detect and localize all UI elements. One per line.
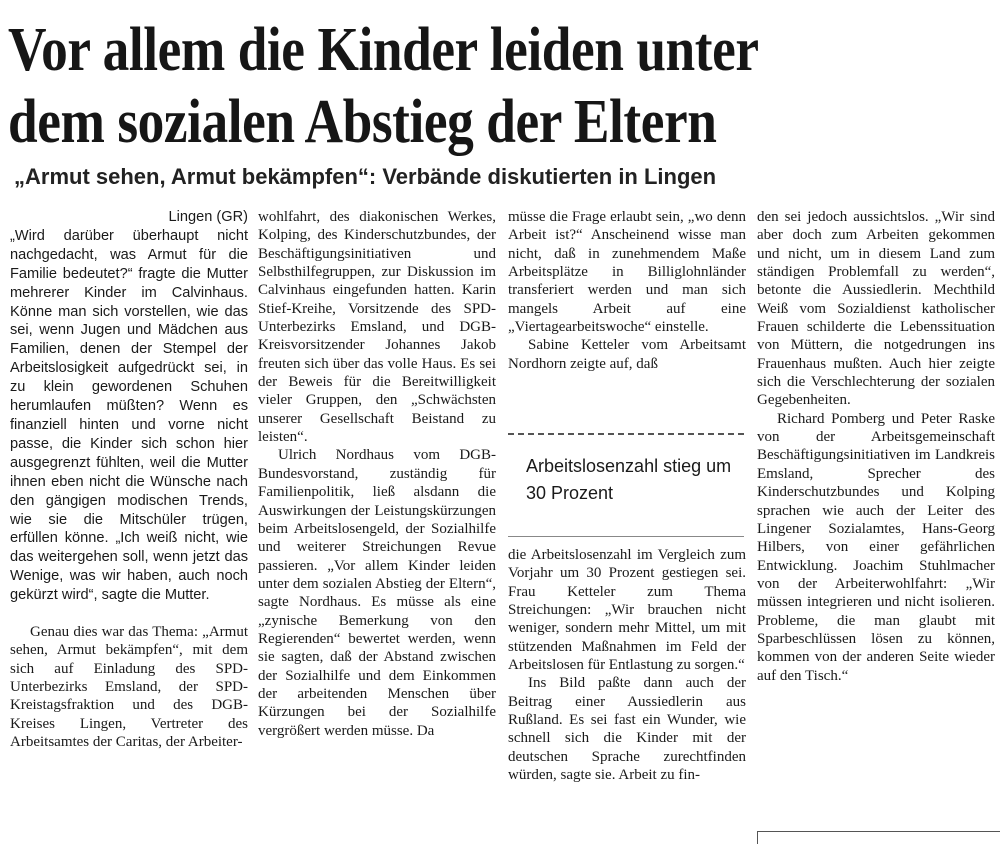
article-subheadline: „Armut sehen, Armut bekämpfen“: Verbände diskutierten in Lingen: [14, 164, 717, 189]
column-4-paragraph-2: Richard Pomberg und Peter Raske von der Arbeitsgemeinschaft Beschäftigungsinitiativen im Landkreis Emsland, Sprecher des Kinderschutzbundes und Kolping sprachen wie auch der Leiter des Lingener Sozialamtes, Hans-Georg Hilbers, von einer gefährlichen Entwicklung. Joachim Stuhlmacher von der Arbeiterwohlfahrt: „Wir müssen integrieren und nicht isolieren. Probleme, die man glaubt mit Sparbeschlüssen lösen zu können, kommen von der anderen Seite wieder auf den Tisch.“: [757, 410, 995, 684]
column-3-paragraph-3: die Arbeitslosenzahl im Vergleich zum Vorjahr um 30 Prozent gestiegen sei. Frau Ketteler zum Thema Streichungen: „Wir brauchen nicht weniger, sondern mehr Mittel, um mit stützenden Maßnahmen im Feld der Arbeitslosen für Entlastung zu sorgen.“: [508, 547, 746, 674]
article-column-3: [508, 208, 746, 373]
infobox-title: Arbeitslosenzahl stieg um 30 Prozent: [526, 456, 732, 503]
column-4-paragraph-1: den sei jedoch aussichtslos. „Wir sind aber doch zum Arbeiten gekommen und nicht, um in diesem Land zum ständigen Problemfall zu werden“, betonte die Aussiedlerin. Mechthild Weiß vom Sozialdienst katholischer Frauen schilderte die Lebenssituation von Müttern, die notgedrungen ins Frauenhaus mußten. Auch hier zeigte sich die Verschlechterung der sozialen Gegebenheiten.: [757, 209, 995, 409]
headline-line-1: Vor allem die Kinder leiden unter: [8, 16, 759, 84]
article-column-4: [757, 208, 995, 685]
infobox-divider: [508, 536, 744, 537]
column-3-paragraph-4: Ins Bild paßte dann auch der Beitrag einer Aussiedlerin aus Rußland. Es sei fast ein Wunder, wie schnell sich die Kinder mit der deutschen Sprache zurechtfinden würden, sagte sie. Arbeit zu fin-: [508, 675, 746, 784]
column-2-paragraph-2: Ulrich Nordhaus vom DGB-Bundesvorstand, zuständig für Familienpolitik, ließ alsdann die Auswirkungen der Leistungskürzungen beim Arbeitslosengeld, der Sozialhilfe und weiterer Streichungen Revue passieren. „Vor allem Kinder leiden unter dem sozialen Abstieg der Eltern“, sagte Nordhaus. Es müsse als eine „zynische Bemerkung von den Regierenden“ bewertet werden, wenn sie sagten, daß der Abstand zwischen der Sozialhilfe und dem Einkommen der arbeitenden Menschen über Kürzungen bei der Sozialhilfe vergrößert werden müsse. Da: [258, 447, 496, 739]
article-column-3-continued: [508, 546, 746, 784]
column-1-paragraph-1: „Wird darüber überhaupt nicht nachgedacht, was Armut für die Familie bedeutet?“ fragte die Mutter mehrerer Kinder im Calvinhaus. Könne man sich vorstellen, wie das sei, wenn Jugen und Mädchen aus Familien, denen der Stempel der Arbeitslosigkeit aufgedrückt sei, in zu klein gewordenen Schuhen herumlaufen müßten? Wenn es finanziell hinten und vorne nicht passe, die Kinder sich schon hier ausgegrenzt fühlten, weil die Mutter ihnen eben nicht die Wünsche nach den gängigen modischen Trends, wie sie die Mitschüler trügen, erfüllen könne. „Ich weiß nicht, wie das weitergehen soll, wenn jetzt das Wenige, was wir haben, auch noch gekürzt wird“, sagte die Mutter.: [10, 227, 248, 604]
article-headline: [8, 14, 855, 158]
next-article-border: [757, 831, 1000, 832]
article-column-1: [10, 208, 248, 751]
column-3-paragraph-1: müsse die Frage erlaubt sein, „wo denn Arbeit ist?“ Anscheinend wisse man nicht, daß in zunehmendem Maße Arbeitsplätze in Billiglohnländer transferiert werden und man sich mangels Arbeit auf eine „Viertagearbeitswoche“ einstelle.: [508, 209, 746, 336]
column-1-paragraph-2: Genau dies war das Thema: „Armut sehen, Armut bekämpfen“, mit dem sich auf Einladung des SPD-Unterbezirks Emsland, der SPD-Kreistagsfraktion und des DGB-Kreises Lingen, Vertreter des Arbeitsamtes der Caritas, der Arbeiter-: [10, 624, 248, 750]
column-2-paragraph-1: wohlfahrt, des diakonischen Werkes, Kolping, des Kinderschutzbundes, der Beschäftigungsinitiativen und Selbsthilfegruppen, zur Diskussion im Calvinhaus eingefunden hatten. Karin Stief-Kreihe, Vorsitzende des SPD-Unterbezirks Emsland, und DGB-Kreisvorsitzender Johannes Jakob freuten sich über das volle Haus. Es sei der Beweis für die Bereitwilligkeit vieler Gruppen, den „Schwächsten unserer Gesellschaft Beistand zu leisten“.: [258, 209, 496, 446]
article-column-2: [258, 208, 496, 740]
dateline: Lingen (GR): [168, 209, 248, 225]
column-3-paragraph-2: Sabine Ketteler vom Arbeitsamt Nordhorn zeigte auf, daß: [508, 337, 746, 372]
infobox: [508, 433, 744, 537]
headline-line-2: dem sozialen Abstieg der Eltern: [8, 88, 717, 156]
